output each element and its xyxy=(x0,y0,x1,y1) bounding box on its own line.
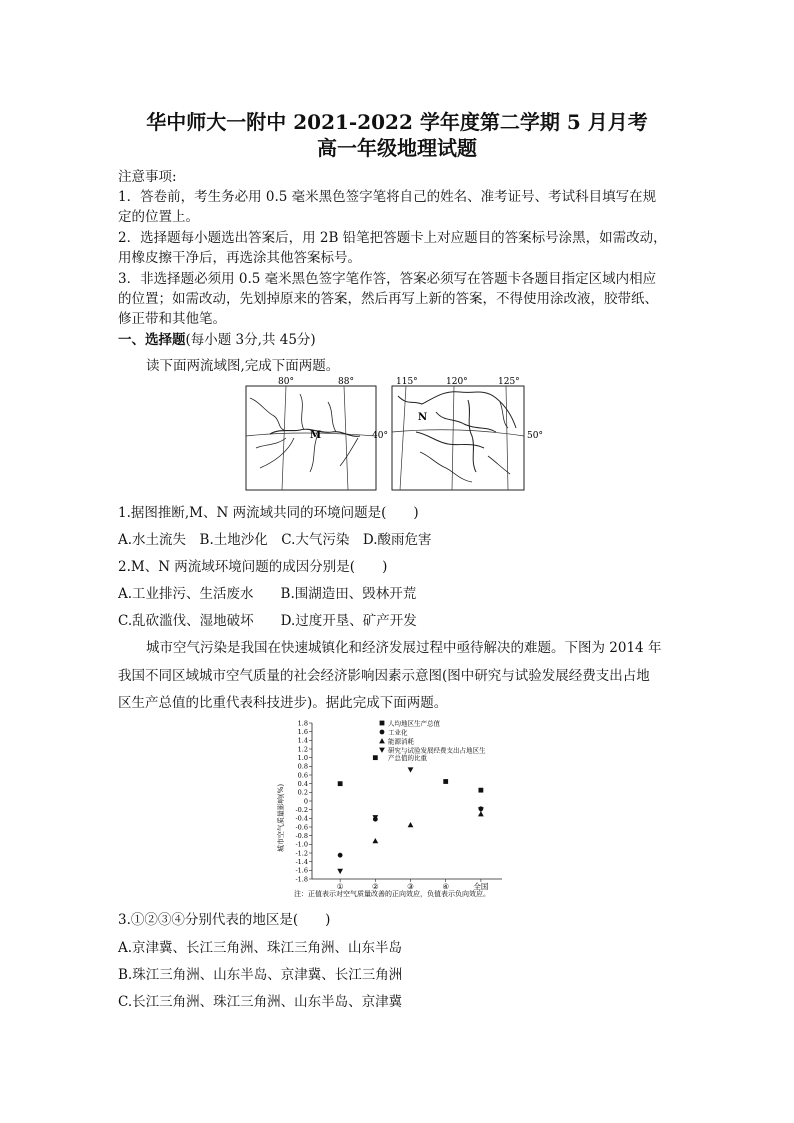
basin-label-m: M xyxy=(310,430,322,441)
question-3-option-a: A.京津冀、长江三角洲、珠江三角洲、山东半岛 xyxy=(118,940,403,956)
data-point xyxy=(408,767,414,772)
chart-legend xyxy=(379,718,486,762)
passage-line: 区生产总值的比重代表科技进步)。据此完成下面两题。 xyxy=(118,695,448,711)
basin-maps xyxy=(240,372,550,492)
y-tick-label: 0.4 xyxy=(297,779,308,788)
section-title: 一、选择题 xyxy=(118,332,186,348)
x-tick-label: ② xyxy=(371,882,379,891)
question-1-options: A.水土流失 B.土地沙化 C.大气污染 D.酸雨危害 xyxy=(118,532,432,548)
chart-note: 注：正值表示对空气质量改善的正向效应，负值表示负向效应。 xyxy=(294,890,490,898)
y-ticks xyxy=(295,719,312,883)
notice-line: 1．答卷前，考生务必用 0.5 毫米黑色签字笔将自己的姓名、准考证号、考试科目填写在规 xyxy=(118,189,657,205)
y-tick-label: 0.8 xyxy=(297,762,308,771)
y-tick-label: 0 xyxy=(303,797,308,806)
data-point xyxy=(478,788,483,793)
legend-marker xyxy=(379,738,385,743)
legend-marker xyxy=(379,748,385,753)
y-tick-label: -0.4 xyxy=(295,814,308,823)
map-n xyxy=(392,377,543,490)
legend-marker xyxy=(380,730,385,735)
section-intro: 读下面两流域图,完成下面两题。 xyxy=(146,358,340,374)
notice-line: 的位置；如需改动，先划掉原来的答案，然后再写上新的答案，不得使用涂改液，胶带纸、 xyxy=(118,291,658,307)
notice-line: 修正带和其他笔。 xyxy=(118,311,226,327)
x-tick-label: ③ xyxy=(407,882,414,891)
basin-label-n: N xyxy=(418,412,428,423)
y-tick-label: -1.4 xyxy=(295,857,308,866)
data-point xyxy=(443,779,448,784)
legend-marker xyxy=(380,721,385,726)
y-tick-label: -1.8 xyxy=(295,875,308,884)
exam-subtitle: 高一年级地理试题 xyxy=(317,136,477,160)
passage-line: 城市空气污染是我国在快速城镇化和经济发展过程中亟待解决的难题。下图为 2014 年 xyxy=(146,640,662,656)
y-tick-label: -1.2 xyxy=(295,849,308,858)
legend-label: 产总值的比重 xyxy=(388,753,427,762)
lon-label: 88° xyxy=(338,377,354,387)
question-2-options-cd: C.乱砍滥伐、湿地破坏 D.过度开垦、矿产开发 xyxy=(118,613,417,629)
y-tick-label: 1.2 xyxy=(297,745,308,754)
map-m xyxy=(246,377,388,490)
question-3-option-b: B.珠江三角洲、山东半岛、京津冀、长江三角洲 xyxy=(118,967,403,983)
question-2-options-ab: A.工业排污、生活废水 B.围湖造田、毁林开荒 xyxy=(118,586,417,602)
notice-line: 2．选择题每小题选出答案后，用 2B 铅笔把答题卡上对应题目的答案标号涂黑，如需改动， xyxy=(118,230,667,246)
air-quality-chart xyxy=(270,715,540,900)
y-tick-label: -0.2 xyxy=(295,805,308,814)
legend-label: 人均地区生产总值 xyxy=(388,719,440,728)
lat-label: 50° xyxy=(527,431,543,441)
x-tick-label: ① xyxy=(336,882,344,891)
notice-heading: 注意事项: xyxy=(118,169,177,185)
y-tick-label: 0.6 xyxy=(297,771,308,780)
exam-title: 华中师大一附中 2021-2022 学年度第二学期 5 月月考 xyxy=(146,110,648,134)
legend-label: 工业化 xyxy=(388,728,408,737)
lat-label: 40° xyxy=(372,431,388,441)
lon-label: 125° xyxy=(498,377,520,387)
passage-line: 我国不同区域城市空气质量的社会经济影响因素示意图(图中研究与试验发展经费支出占地 xyxy=(118,668,650,684)
legend-label: 研究与试验发展经费支出占地区生 xyxy=(388,746,486,755)
question-2-stem: 2.M、N 两流域环境问题的成因分别是( ) xyxy=(118,559,388,575)
notice-line: 用橡皮擦干净后，再选涂其他答案标号。 xyxy=(118,250,361,266)
y-tick-label: 1.4 xyxy=(297,736,308,745)
section-note: (每小题 3分,共 45分) xyxy=(185,332,316,348)
notice-line: 3．非选择题必须用 0.5 毫米黑色签字笔作答，答案必须写在答题卡各题目指定区域内相应 xyxy=(118,271,657,287)
y-tick-label: -1.0 xyxy=(295,840,308,849)
y-tick-label: 0.2 xyxy=(297,788,308,797)
y-tick-label: -0.8 xyxy=(295,831,308,840)
x-tick-label: 全国 xyxy=(473,882,489,891)
question-3-option-c: C.长江三角洲、珠江三角洲、山东半岛、京津冀 xyxy=(118,994,403,1010)
question-1-stem: 1.据图推断,M、N 两流域共同的环境问题是( ) xyxy=(118,505,419,521)
x-tick-label: ④ xyxy=(442,882,450,891)
section-heading xyxy=(118,328,316,348)
data-point xyxy=(372,838,378,843)
y-tick-label: 1.0 xyxy=(297,753,308,762)
lon-label: 80° xyxy=(278,377,294,387)
y-axis-label: 城市空气质量影响(%) xyxy=(277,783,285,853)
y-tick-label: 1.8 xyxy=(297,719,308,728)
y-tick-label: -1.6 xyxy=(295,866,308,875)
question-3-stem: 3.①②③④分别代表的地区是( ) xyxy=(118,912,331,928)
lon-label: 120° xyxy=(446,377,468,387)
data-point xyxy=(338,853,343,858)
legend-label: 能源消耗 xyxy=(388,737,414,746)
data-point xyxy=(373,755,378,760)
y-tick-label: -0.6 xyxy=(295,823,308,832)
lon-label: 115° xyxy=(396,377,418,387)
notice-line: 定的位置上。 xyxy=(118,209,199,225)
chart-marks xyxy=(337,755,484,874)
data-point xyxy=(408,822,414,827)
data-point xyxy=(337,869,343,874)
data-point xyxy=(338,781,343,786)
y-tick-label: 1.6 xyxy=(297,727,308,736)
